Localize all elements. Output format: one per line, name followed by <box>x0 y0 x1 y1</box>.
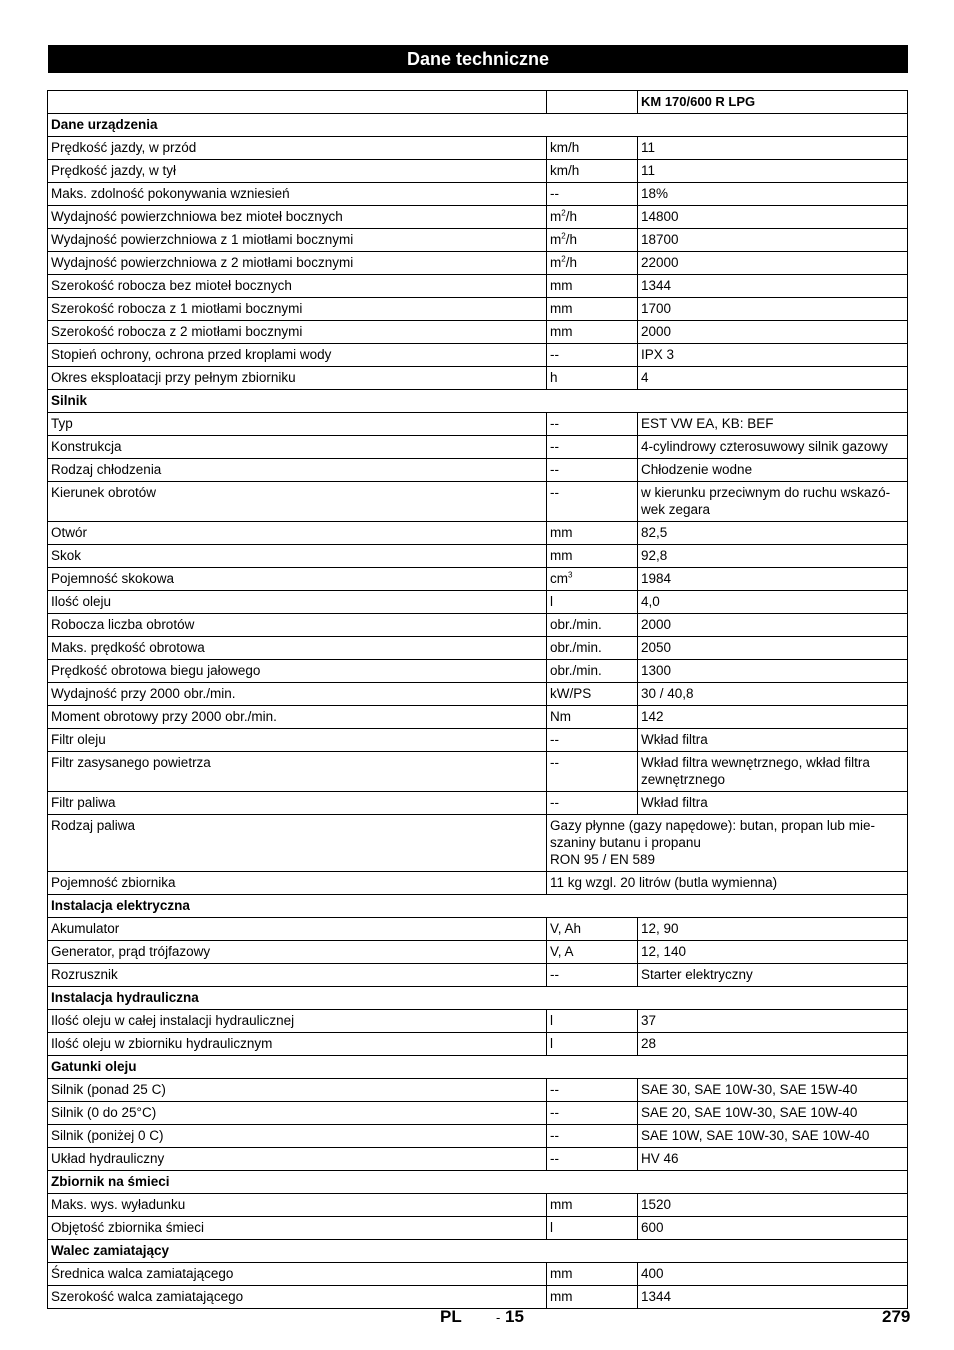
spec-value: 1700 <box>638 298 908 321</box>
spec-value: 1984 <box>638 568 908 591</box>
table-row <box>48 1125 908 1148</box>
spec-unit: $cm^3$ <box>547 568 638 591</box>
spec-value: 28 <box>638 1033 908 1056</box>
section-header-row <box>48 987 908 1010</box>
spec-unit: obr./min. <box>547 660 638 683</box>
table-row <box>48 321 908 344</box>
spec-value: 30 / 40,8 <box>638 683 908 706</box>
table-row <box>48 1079 908 1102</box>
spec-value: 2000 <box>638 321 908 344</box>
spec-label: Prędkość jazdy, w tył <box>48 160 547 183</box>
spec-unit: l <box>547 1217 638 1240</box>
footer-language: PL <box>440 1307 462 1326</box>
spec-unit: l <box>547 1033 638 1056</box>
table-row <box>48 183 908 206</box>
table-row <box>48 160 908 183</box>
table-row <box>48 1010 908 1033</box>
table-row <box>48 436 908 459</box>
table-row <box>48 941 908 964</box>
table-row <box>48 1263 908 1286</box>
spec-label: Rodzaj chłodzenia <box>48 459 547 482</box>
spec-unit: -- <box>547 482 638 522</box>
spec-value: Starter elektryczny <box>638 964 908 987</box>
table-row <box>48 918 908 941</box>
table-row <box>48 413 908 436</box>
table-row <box>48 591 908 614</box>
table-row <box>48 683 908 706</box>
spec-label: Wydajność powierzchniowa z 1 miotłami bocznymi <box>48 229 547 252</box>
section-title: Walec zamiatający <box>48 1240 908 1263</box>
table-row <box>48 252 908 275</box>
table-row <box>48 1033 908 1056</box>
table-row <box>48 545 908 568</box>
table-row <box>48 729 908 752</box>
spec-label: Wydajność powierzchniowa z 2 miotłami bocznymi <box>48 252 547 275</box>
section-title: Gatunki oleju <box>48 1056 908 1079</box>
table-row <box>48 344 908 367</box>
table-row <box>48 1286 908 1309</box>
spec-unit: V, Ah <box>547 918 638 941</box>
spec-value: HV 46 <box>638 1148 908 1171</box>
spec-label: Moment obrotowy przy 2000 obr./min. <box>48 706 547 729</box>
spec-unit: $m^2/h$ <box>547 252 638 275</box>
spec-unit: -- <box>547 1079 638 1102</box>
spec-label: Ilość oleju w całej instalacji hydraulicznej <box>48 1010 547 1033</box>
section-title: Silnik <box>48 390 908 413</box>
spec-label: Wydajność powierzchniowa bez mioteł bocznych <box>48 206 547 229</box>
spec-label: Średnica walca zamiatającego <box>48 1263 547 1286</box>
spec-label: Maks. wys. wyładunku <box>48 1194 547 1217</box>
spec-unit: -- <box>547 792 638 815</box>
spec-value: 18700 <box>638 229 908 252</box>
spec-label: Szerokość walca zamiatającego <box>48 1286 547 1309</box>
section-header-row <box>48 1171 908 1194</box>
spec-label: Wydajność przy 2000 obr./min. <box>48 683 547 706</box>
spec-label: Silnik (ponad 25 C) <box>48 1079 547 1102</box>
spec-unit: l <box>547 591 638 614</box>
table-header-row <box>48 91 908 114</box>
section-header-row <box>48 895 908 918</box>
table-row <box>48 1148 908 1171</box>
table-row <box>48 792 908 815</box>
table-row <box>48 706 908 729</box>
spec-label: Silnik (poniżej 0 C) <box>48 1125 547 1148</box>
spec-value: SAE 30, SAE 10W-30, SAE 15W-40 <box>638 1079 908 1102</box>
section-header-row <box>48 114 908 137</box>
spec-value: 4,0 <box>638 591 908 614</box>
spec-unit: obr./min. <box>547 614 638 637</box>
model-header: KM 170/600 R LPG <box>638 91 908 114</box>
spec-label: Prędkość obrotowa biegu jałowego <box>48 660 547 683</box>
spec-label: Szerokość robocza z 2 miotłami bocznymi <box>48 321 547 344</box>
spec-unit: mm <box>547 298 638 321</box>
table-row <box>48 872 908 895</box>
specifications-table <box>47 90 908 1309</box>
spec-value: 4-cylindrowy czterosuwowy silnik gazowy <box>638 436 908 459</box>
spec-unit: -- <box>547 752 638 792</box>
table-row <box>48 1194 908 1217</box>
spec-value: 37 <box>638 1010 908 1033</box>
spec-label: Typ <box>48 413 547 436</box>
spec-value: 600 <box>638 1217 908 1240</box>
spec-unit: -- <box>547 344 638 367</box>
spec-label: Otwór <box>48 522 547 545</box>
spec-unit: -- <box>547 964 638 987</box>
spec-value: 1520 <box>638 1194 908 1217</box>
section-title: Dane urządzenia <box>48 114 908 137</box>
spec-value: 92,8 <box>638 545 908 568</box>
table-row <box>48 614 908 637</box>
section-header-row <box>48 1240 908 1263</box>
spec-unit: kW/PS <box>547 683 638 706</box>
spec-value: EST VW EA, KB: BEF <box>638 413 908 436</box>
spec-value: Wkład filtra <box>638 729 908 752</box>
table-row <box>48 298 908 321</box>
table-row <box>48 137 908 160</box>
spec-value: 142 <box>638 706 908 729</box>
table-row <box>48 459 908 482</box>
table-row <box>48 660 908 683</box>
table-row <box>48 1217 908 1240</box>
spec-label: Filtr oleju <box>48 729 547 752</box>
spec-label: Silnik (0 do 25°C) <box>48 1102 547 1125</box>
spec-value: 1344 <box>638 275 908 298</box>
spec-unit: -- <box>547 1125 638 1148</box>
spec-label: Prędkość jazdy, w przód <box>48 137 547 160</box>
spec-value: Wkład filtra wewnętrznego, wkład filtra zewnętrznego <box>638 752 908 792</box>
spec-label: Filtr zasysanego powietrza <box>48 752 547 792</box>
spec-unit: -- <box>547 459 638 482</box>
spec-value: 12, 90 <box>638 918 908 941</box>
spec-value: w kierunku przeciwnym do ruchu wskazó- wek zegara <box>638 482 908 522</box>
spec-value: 18% <box>638 183 908 206</box>
table-row <box>48 1102 908 1125</box>
spec-label: Kierunek obrotów <box>48 482 547 522</box>
spec-unit: mm <box>547 1194 638 1217</box>
spec-label: Konstrukcja <box>48 436 547 459</box>
table-row <box>48 568 908 591</box>
spec-unit: -- <box>547 413 638 436</box>
spec-label: Układ hydrauliczny <box>48 1148 547 1171</box>
spec-label: Skok <box>48 545 547 568</box>
spec-label: Szerokość robocza bez mioteł bocznych <box>48 275 547 298</box>
spec-value: Gazy płynne (gazy napędowe): butan, propan lub mie- szaniny butanu i propanu RON 95 / EN 589 <box>547 815 908 872</box>
spec-unit: -- <box>547 729 638 752</box>
spec-unit: obr./min. <box>547 637 638 660</box>
spec-unit: mm <box>547 275 638 298</box>
spec-value: 4 <box>638 367 908 390</box>
table-row <box>48 522 908 545</box>
spec-label: Pojemność skokowa <box>48 568 547 591</box>
table-row <box>48 275 908 298</box>
spec-unit: -- <box>547 1148 638 1171</box>
spec-label: Rozrusznik <box>48 964 547 987</box>
spec-value: SAE 10W, SAE 10W-30, SAE 10W-40 <box>638 1125 908 1148</box>
spec-value: 82,5 <box>638 522 908 545</box>
table-row <box>48 964 908 987</box>
spec-unit: mm <box>547 545 638 568</box>
spec-label: Szerokość robocza z 1 miotłami bocznymi <box>48 298 547 321</box>
spec-value: 400 <box>638 1263 908 1286</box>
spec-unit: -- <box>547 436 638 459</box>
spec-label: Ilość oleju w zbiorniku hydraulicznym <box>48 1033 547 1056</box>
section-title: Zbiornik na śmieci <box>48 1171 908 1194</box>
spec-unit: l <box>547 1010 638 1033</box>
table-row <box>48 752 908 792</box>
footer-dash: - <box>496 1310 501 1325</box>
spec-label: Akumulator <box>48 918 547 941</box>
spec-unit: -- <box>547 1102 638 1125</box>
spec-value: 1344 <box>638 1286 908 1309</box>
spec-label: Maks. zdolność pokonywania wzniesień <box>48 183 547 206</box>
section-header-row <box>48 390 908 413</box>
spec-value: 22000 <box>638 252 908 275</box>
footer-page-number: 279 <box>882 1307 911 1326</box>
table-row <box>48 637 908 660</box>
spec-label: Pojemność zbiornika <box>48 872 547 895</box>
spec-unit: $m^2/h$ <box>547 229 638 252</box>
header-empty-cell <box>547 91 638 114</box>
spec-value: 11 <box>638 137 908 160</box>
spec-label: Generator, prąd trójfazowy <box>48 941 547 964</box>
spec-value: 14800 <box>638 206 908 229</box>
table-row <box>48 367 908 390</box>
spec-unit: mm <box>547 321 638 344</box>
spec-value: Wkład filtra <box>638 792 908 815</box>
spec-label: Maks. prędkość obrotowa <box>48 637 547 660</box>
spec-unit: V, A <box>547 941 638 964</box>
spec-label: Ilość oleju <box>48 591 547 614</box>
spec-label: Rodzaj paliwa <box>48 815 547 872</box>
spec-unit: mm <box>547 522 638 545</box>
spec-value: 12, 140 <box>638 941 908 964</box>
spec-value: 2050 <box>638 637 908 660</box>
spec-value: 11 <box>638 160 908 183</box>
spec-label: Filtr paliwa <box>48 792 547 815</box>
section-title: Instalacja elektryczna <box>48 895 908 918</box>
spec-unit: $m^2/h$ <box>547 206 638 229</box>
section-title: Instalacja hydrauliczna <box>48 987 908 1010</box>
spec-unit: mm <box>547 1263 638 1286</box>
table-row <box>48 815 908 872</box>
spec-label: Objętość zbiornika śmieci <box>48 1217 547 1240</box>
table-row <box>48 229 908 252</box>
spec-value: SAE 20, SAE 10W-30, SAE 10W-40 <box>638 1102 908 1125</box>
spec-label: Robocza liczba obrotów <box>48 614 547 637</box>
spec-label: Stopień ochrony, ochrona przed kroplami wody <box>48 344 547 367</box>
spec-value: 1300 <box>638 660 908 683</box>
spec-value: Chłodzenie wodne <box>638 459 908 482</box>
spec-unit: km/h <box>547 137 638 160</box>
table-row <box>48 206 908 229</box>
section-header-row <box>48 1056 908 1079</box>
spec-unit: h <box>547 367 638 390</box>
spec-label: Okres eksploatacji przy pełnym zbiorniku <box>48 367 547 390</box>
page-title: Dane techniczne <box>48 45 908 73</box>
spec-unit: km/h <box>547 160 638 183</box>
spec-unit: Nm <box>547 706 638 729</box>
spec-value: 2000 <box>638 614 908 637</box>
footer-section-page: 15 <box>505 1307 524 1326</box>
spec-unit: -- <box>547 183 638 206</box>
spec-value: 11 kg wzgl. 20 litrów (butla wymienna) <box>547 872 908 895</box>
table-row <box>48 482 908 522</box>
header-empty-cell <box>48 91 547 114</box>
spec-unit: mm <box>547 1286 638 1309</box>
spec-value: IPX 3 <box>638 344 908 367</box>
